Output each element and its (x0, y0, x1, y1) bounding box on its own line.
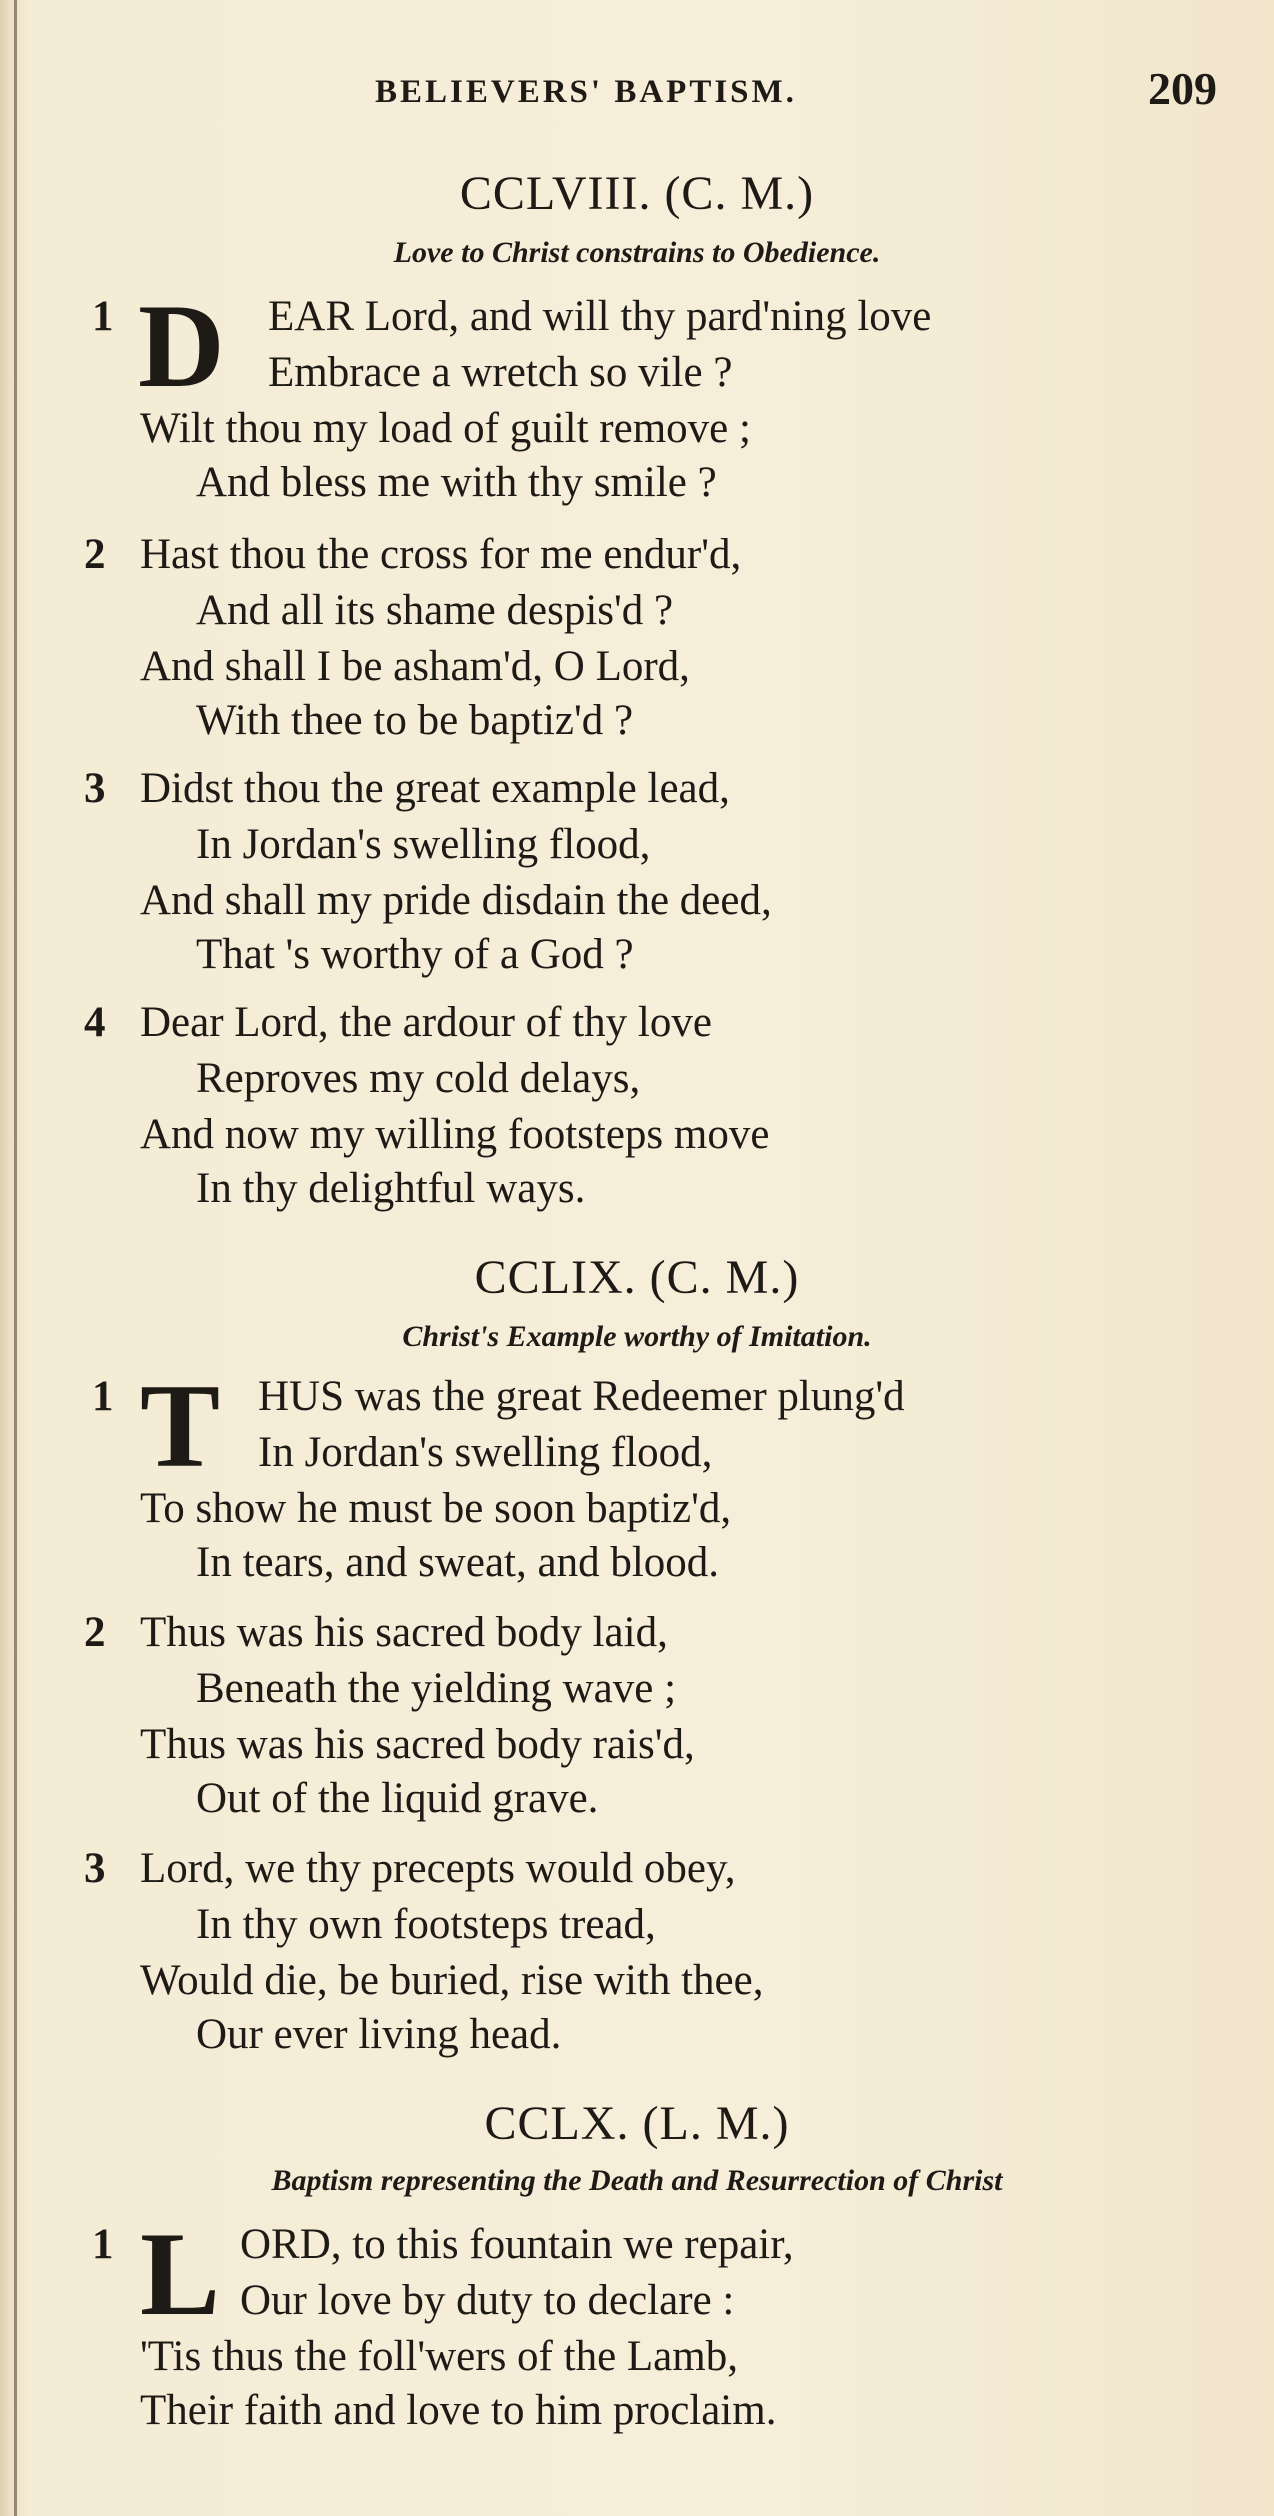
stanza-number: 1 (92, 1373, 114, 1420)
verse-line: Thus was his sacred body rais'd, (140, 1721, 695, 1768)
verse-line: EAR Lord, and will thy pard'ning love (268, 293, 932, 340)
drop-cap: D (138, 279, 225, 412)
verse-line: With thee to be baptiz'd ? (196, 697, 634, 744)
stanza-number: 2 (84, 531, 106, 578)
verse-line: In Jordan's swelling flood, (196, 821, 651, 868)
stanza-number: 1 (92, 293, 114, 340)
verse-line: Our love by duty to declare : (240, 2277, 735, 2324)
verse-line: That 's worthy of a God ? (196, 931, 634, 978)
verse-line: To show he must be soon baptiz'd, (140, 1485, 732, 1532)
verse-line: Out of the liquid grave. (196, 1775, 599, 1822)
stanza-number: 2 (84, 1609, 106, 1656)
verse-line: 'Tis thus the foll'wers of the Lamb, (140, 2333, 738, 2380)
verse-line: Would die, be buried, rise with thee, (140, 1957, 764, 2004)
verse-line: And shall my pride disdain the deed, (140, 877, 772, 924)
drop-cap: T (140, 1359, 221, 1492)
verse-line: Hast thou the cross for me endur'd, (140, 531, 742, 578)
stanza-number: 4 (84, 999, 106, 1046)
verse-line: In tears, and sweat, and blood. (196, 1539, 720, 1586)
verse-line: Embrace a wretch so vile ? (268, 349, 733, 396)
verse-line: Beneath the yielding wave ; (196, 1665, 677, 1712)
page-number: 209 (1148, 63, 1217, 114)
verse-line: In thy delightful ways. (196, 1165, 586, 1212)
verse-line: ORD, to this fountain we repair, (240, 2221, 794, 2268)
stanza-number: 1 (92, 2221, 114, 2268)
verse-line: Didst thou the great example lead, (140, 765, 730, 812)
verse-line: Wilt thou my load of guilt remove ; (140, 405, 751, 452)
stanza-number: 3 (84, 1845, 106, 1892)
verse-line: In thy own footsteps tread, (196, 1901, 656, 1948)
page-header (0, 62, 1274, 132)
hymn-subtitle: Baptism representing the Death and Resurrection of Christ (271, 2164, 1003, 2197)
verse-line: Lord, we thy precepts would obey, (140, 1845, 736, 1892)
verse-line: And bless me with thy smile ? (196, 459, 717, 506)
hymn-subtitle: Love to Christ constrains to Obedience. (393, 236, 881, 269)
hymn-title: CCLX. (L. M.) (484, 2097, 790, 2150)
verse-line: Their faith and love to him proclaim. (140, 2387, 777, 2434)
verse-line: Thus was his sacred body laid, (140, 1609, 668, 1656)
verse-line: Dear Lord, the ardour of thy love (140, 999, 712, 1046)
verse-line: And all its shame despis'd ? (196, 587, 674, 634)
running-head: BELIEVERS' BAPTISM. (375, 74, 797, 110)
verse-line: And now my willing footsteps move (140, 1111, 770, 1158)
verse-line: In Jordan's swelling flood, (258, 1429, 713, 1476)
verse-line: And shall I be asham'd, O Lord, (140, 643, 690, 690)
hymn-title: CCLIX. (C. M.) (474, 1251, 800, 1304)
verse-line: HUS was the great Redeemer plung'd (258, 1373, 905, 1420)
stanza-number: 3 (84, 765, 106, 812)
hymn-subtitle: Christ's Example worthy of Imitation. (402, 1320, 872, 1353)
drop-cap: L (140, 2207, 221, 2340)
verse-line: Reproves my cold delays, (196, 1055, 641, 1102)
verse-line: Our ever living head. (196, 2011, 562, 2058)
hymn-title: CCLVIII. (C. M.) (459, 167, 815, 220)
